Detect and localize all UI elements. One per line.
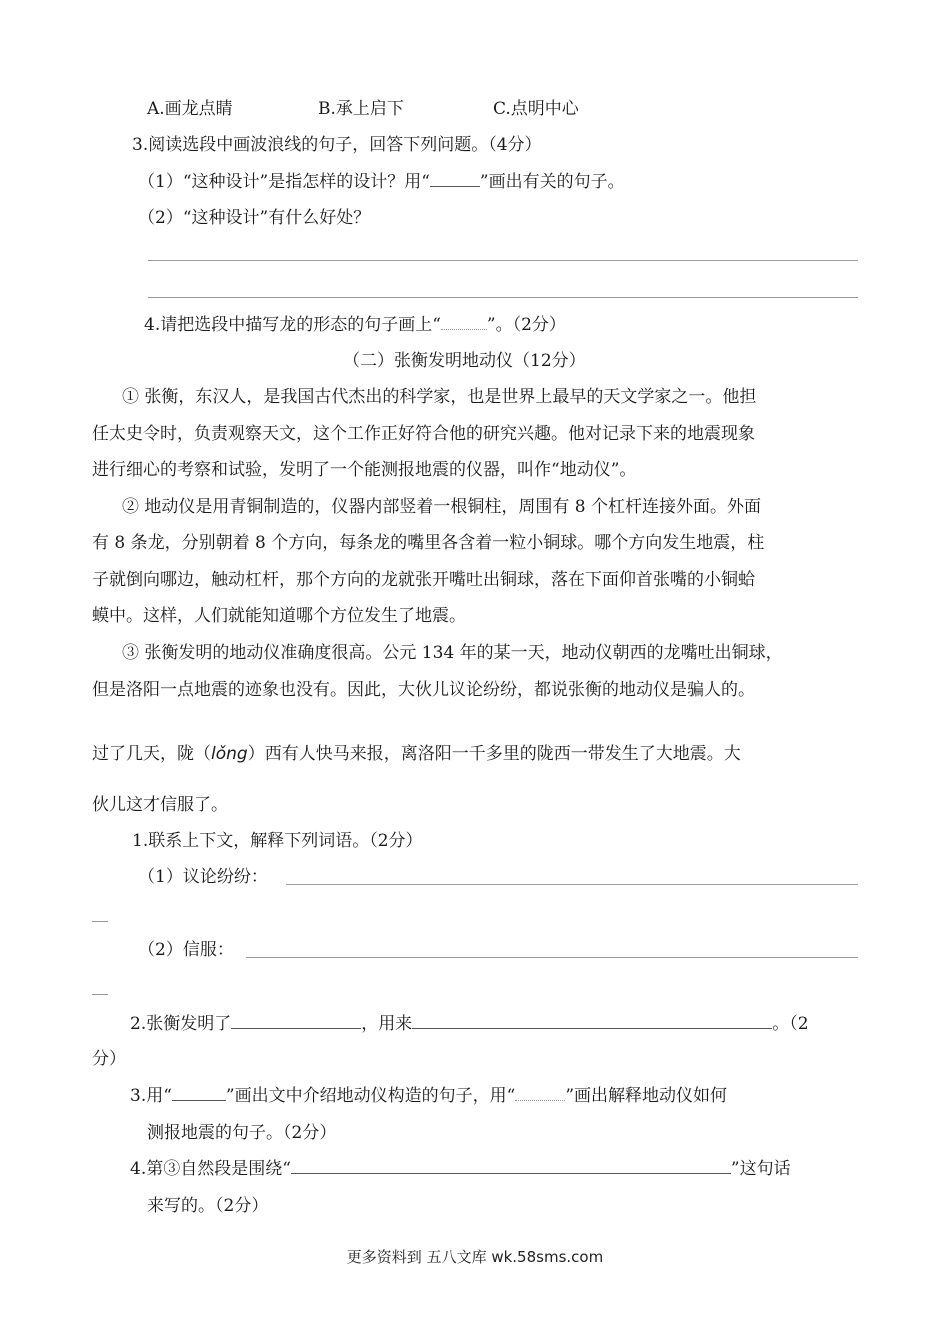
- pinyin: lǒng: [211, 744, 248, 764]
- question-3-sub1: （1）“这种设计”是指怎样的设计？用“ ”画出有关的句子。: [138, 172, 625, 192]
- section-title: （二）张衡发明地动仪（12分）: [343, 351, 586, 371]
- option-c: C.点明中心: [493, 99, 579, 119]
- question-2-tail: 分）: [92, 1049, 126, 1069]
- answer-blank[interactable]: [231, 1014, 361, 1029]
- answer-blank[interactable]: [291, 1159, 731, 1174]
- question-3-sub2: （2）“这种设计”有什么好处？: [138, 208, 371, 228]
- option-b: B.承上启下: [318, 99, 404, 119]
- underline-sample: [172, 1086, 226, 1101]
- question-4-b: 4.第③自然段是围绕“ ”这句话: [130, 1159, 791, 1179]
- question-1-sub1: （1）议论纷纷：: [138, 867, 268, 887]
- passage-line: 有 8 条龙，分别朝着 8 个方向，每条龙的嘴里各含着一粒小铜球。哪个方向发生地震，柱: [92, 533, 765, 553]
- answer-line[interactable]: [148, 260, 858, 261]
- underline-sample: [430, 172, 480, 187]
- passage-line: ① 张衡，东汉人，是我国古代杰出的科学家，也是世界上最早的天文学家之一。他担: [122, 387, 757, 407]
- passage-line: 进行细心的考察和试验，发明了一个能测报地震的仪器，叫作“地动仪”。: [92, 460, 637, 480]
- passage-line: 子就倒向哪边，触动杠杆，那个方向的龙就张开嘴吐出铜球，落在下面仰首张嘴的小铜蛤: [92, 570, 755, 590]
- question-3: 3.用“ ”画出文中介绍地动仪构造的句子，用“ ”画出解释地动仪如何: [130, 1086, 728, 1106]
- question-4-line2: 来写的。（2分）: [147, 1196, 269, 1216]
- passage-line: ③ 张衡发明的地动仪准确度很高。公元 134 年的某一天，地动仪朝西的龙嘴吐出铜球，: [122, 643, 783, 663]
- passage-line: 蟆中。这样，人们就能知道哪个方位发生了地震。: [92, 606, 466, 626]
- question-2: 2.张衡发明了 ，用来 。（2: [130, 1014, 809, 1034]
- question-1: 1.联系上下文，解释下列词语。（2分）: [132, 831, 423, 851]
- question-1-sub2: （2）信服：: [138, 940, 234, 960]
- passage-line: ② 地动仪是用青铜制造的，仪器内部竖着一根铜柱，周围有 8 个杠杆连接外面。外面: [122, 497, 762, 517]
- option-a: A.画龙点睛: [147, 99, 233, 119]
- passage-line: 但是洛阳一点地震的迹象也没有。因此，大伙儿议论纷纷，都说张衡的地动仪是骗人的。: [92, 680, 755, 700]
- footer-source: 更多资料到 五八文库 wk.58sms.com: [346, 1248, 604, 1266]
- question-3-stem: 3.阅读选段中画波浪线的句子，回答下列问题。（4分）: [132, 135, 542, 155]
- passage-line: 伙儿这才信服了。: [92, 795, 228, 815]
- passage-line: 任太史令时，负责观察天文，这个工作正好符合他的研究兴趣。他对记录下来的地震现象: [92, 424, 755, 444]
- question-4: 4.请把选段中描写龙的形态的句子画上“ ”。（2分）: [144, 315, 566, 335]
- wavy-line-sample: [441, 317, 487, 330]
- answer-line[interactable]: [148, 297, 858, 298]
- question-3-line2: 测报地震的句子。（2分）: [147, 1123, 337, 1143]
- wavy-line-sample: [515, 1088, 565, 1101]
- answer-line-wrap: [92, 921, 108, 922]
- passage-line: 过了几天，陇（lǒng）西有人快马来报，离洛阳一千多里的陇西一带发生了大地震。大: [92, 744, 741, 764]
- answer-line[interactable]: [286, 884, 858, 885]
- answer-line-wrap: [92, 994, 108, 995]
- answer-line[interactable]: [246, 957, 858, 958]
- answer-blank[interactable]: [412, 1014, 772, 1029]
